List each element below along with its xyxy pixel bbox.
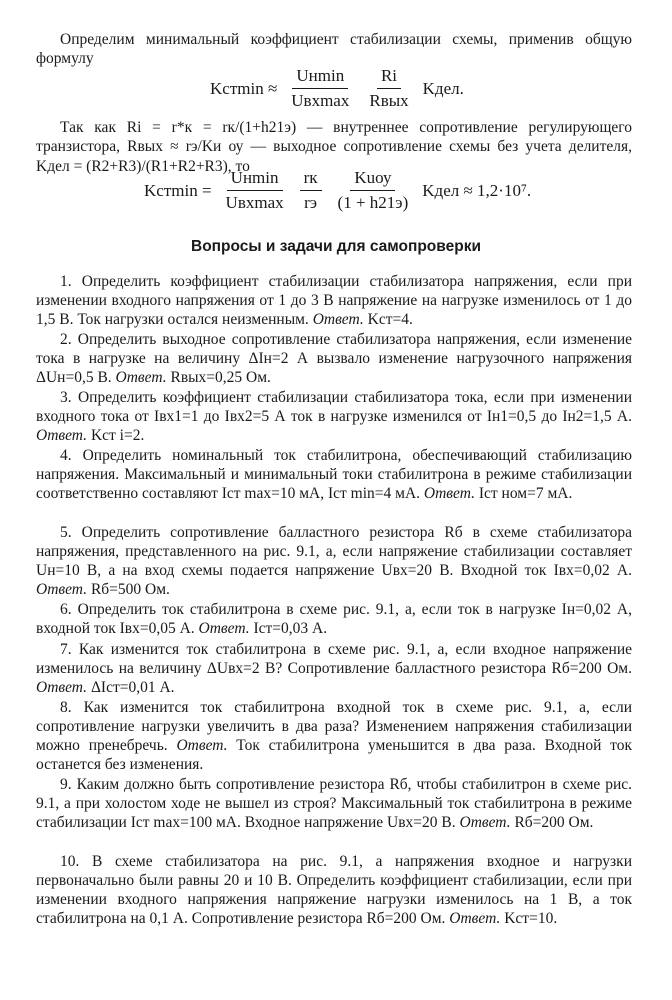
answer-text: ΔIст=0,01 А. [90, 679, 175, 696]
question-number: 7. [60, 641, 72, 658]
formula2-frac2-denominator: rэ [304, 193, 318, 212]
formula1-frac1-denominator: Uвхmax [291, 91, 350, 110]
formula-kst-final [140, 168, 535, 213]
question-text: Как изменится ток стабилитрона входной ток в схеме рис. 9.1, а, если сопротивление нагрузки увеличить в два раза? Изменением напряжения стабилизации можно пренебречь. [36, 699, 632, 754]
question-2 [36, 330, 632, 387]
answer-label: Ответ. [36, 427, 88, 444]
question-8 [36, 698, 632, 774]
question-text: Определить сопротивление балластного резистора Rб в схеме стабилизатора напряжения, представленного на рис. 9.1, а, если напряжение стабилизации составляет Uн=10 В, а на вход схемы подается напряжение Uвх=20 В. Входной ток Iвх=0,02 А. [36, 524, 632, 579]
question-number: 3. [60, 389, 72, 406]
answer-text: Kст i=2. [90, 427, 145, 444]
formula1-frac2-denominator: Rвых [369, 91, 409, 110]
answer-text: Rб=200 Ом. [514, 814, 594, 831]
question-text: Каким должно быть сопротивление резистора Rб, чтобы стабилитрон в схеме рис. 9.1, а при холостом ходе не вышел из строя? Максимальный ток стабилитрона в режиме стабилизации Iст max=100 мА. Входное напряжение Uвх=20 В. [36, 776, 633, 831]
formula2-frac2-numerator: rк [300, 168, 322, 191]
formula1-tail: Kдел. [422, 78, 464, 98]
question-text: В схеме стабилизатора на рис. 9.1, а напряжения входное и нагрузки первоначально были равны 20 и 10 В. Определить коэффициент стабилизации, если при изменении входного напряжения напряжение нагрузки изменилось на 1 В, а ток стабилитрона на 0,1 А. Сопротивление резистора Rб=200 Ом. [36, 853, 632, 927]
formula2-frac1-denominator: Uвхmax [225, 193, 284, 212]
formula1-fraction-voltage [287, 66, 353, 111]
answer-text: Rвых=0,25 Ом. [170, 369, 271, 386]
formula2-fraction-gain [334, 168, 413, 213]
question-text: Определить номинальный ток стабилитрона, обеспечивающий стабилизацию напряжения. Максимальный и минимальный токи стабилитрона в режиме стабилизации соответственно составляют Iст max=10 мА, Iст min=4 мА. [36, 447, 632, 502]
question-10 [36, 852, 632, 928]
question-4 [36, 446, 632, 503]
question-number: 10. [60, 853, 80, 870]
question-9 [36, 775, 632, 832]
formula2-lhs: Kстmin = [144, 180, 212, 200]
formula1-lhs: Kстmin ≈ [210, 78, 278, 98]
formula2-fraction-voltage [222, 168, 288, 213]
answer-label: Ответ. [36, 581, 88, 598]
question-text: Определить выходное сопротивление стабилизатора напряжения, если изменение тока в нагрузке на величину ΔIн=2 А вызвало изменение нагрузочного напряжения ΔUн=0,5 В. [36, 331, 632, 386]
answer-label: Ответ. [198, 620, 250, 637]
answer-text: Rб=500 Ом. [90, 581, 170, 598]
answer-text: Iст ном=7 мА. [478, 485, 573, 502]
formula1-fraction-resistance [365, 66, 412, 111]
answer-label: Ответ. [36, 679, 88, 696]
answer-text: Ток стабилитрона уменьшится в два раза. Входной ток останется без изменения. [36, 737, 633, 773]
question-text: Как изменится ток стабилитрона в схеме рис. 9.1, а, если входное напряжение изменилось на величину ΔUвх=2 В? Сопротивление балластного резистора Rб=200 Ом. [36, 641, 632, 677]
answer-label: Ответ. [176, 737, 228, 754]
answer-text: Kст=4. [367, 311, 413, 328]
question-5 [36, 523, 632, 599]
formula2-frac3-denominator: (1 + h21э) [337, 193, 409, 212]
answer-label: Ответ. [423, 485, 475, 502]
answer-label: Ответ. [115, 369, 167, 386]
question-3 [36, 388, 632, 445]
formula-kst-general [206, 66, 468, 111]
formula2-tail: Kдел ≈ 1,2·10⁷. [422, 180, 532, 200]
answer-label: Ответ. [449, 910, 501, 927]
question-number: 5. [60, 524, 72, 541]
section-heading: Вопросы и задачи для самопроверки [191, 238, 481, 255]
question-number: 1. [60, 273, 72, 290]
question-7 [36, 640, 632, 697]
question-text: Определить ток стабилитрона в схеме рис. 9.1, а, если ток в нагрузке Iн=0,02 А, входной ток Iвх=0,05 А. [36, 601, 633, 637]
answer-text: Iст=0,03 А. [253, 620, 328, 637]
question-6 [36, 600, 632, 638]
formula1-frac1-numerator: Uнmin [292, 66, 348, 89]
question-number: 8. [60, 699, 72, 716]
question-number: 2. [60, 331, 72, 348]
explanation-paragraph: Так как Ri = r*к = rк/(1+h21э) — внутреннее сопротивление регулирующего транзистора, Rвых ≈ rэ/Kи оу — выходное сопротивление схемы без учета делителя, Kдел = (R2+R3)/(R1+R2+R3), то [36, 119, 632, 175]
question-1 [36, 272, 632, 329]
intro-paragraph: Определим минимальный коэффициент стабилизации схемы, применив общую формулу [36, 31, 632, 68]
formula2-frac3-numerator: Kuоу [350, 168, 395, 191]
question-text: Определить коэффициент стабилизации стабилизатора тока, если при изменении входного тока от Iвх1=1 до Iвх2=5 А ток в нагрузке изменился от Iн1=0,5 до Iн2=1,5 А. [36, 389, 632, 425]
answer-text: Kст=10. [504, 910, 558, 927]
formula1-frac2-numerator: Ri [377, 66, 401, 89]
question-text: Определить коэффициент стабилизации стабилизатора напряжения, если при изменении входного напряжения от 1 до 3 В напряжение на нагрузке изменилось от 1 до 1,5 В. Ток нагрузки остался неизменным. [36, 273, 632, 328]
formula2-fraction-r [300, 168, 322, 213]
formula2-frac1-numerator: Uнmin [227, 168, 283, 191]
answer-label: Ответ. [459, 814, 511, 831]
question-number: 6. [60, 601, 72, 618]
question-number: 4. [60, 447, 72, 464]
answer-label: Ответ. [312, 311, 364, 328]
question-number: 9. [60, 776, 72, 793]
